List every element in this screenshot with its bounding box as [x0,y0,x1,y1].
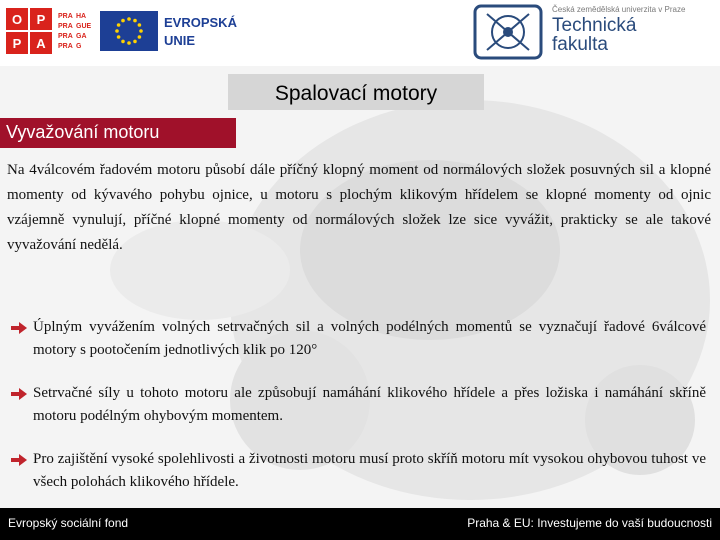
technical-faculty-logo-icon [473,4,543,60]
footer-right-text: Praha & EU: Investujeme do vaší budoucnosti [467,516,712,530]
footer-bar [0,508,720,540]
bullet-text: Úplným vyvážením volných setrvačných sil a volných podélných momentů se vyznačují řadové 6válcové motory s pootočením jednotlivých klik po 120° [33,319,706,358]
eu-logo-text: EVROPSKÁ UNIE [164,15,237,48]
slide-title: Spalovací motory [274,82,438,105]
section-heading-box [0,118,236,148]
section-heading: Vyvažování motoru [6,122,160,142]
bullet-text: Setrvačné síly u tohoto motoru ale způsobují namáhání klikového hřídele a přes ložiska i namáhání skříně motoru podélným ohybovým momentem. [33,385,706,424]
oppa-logo [6,8,96,56]
footer-left-text: Evropský sociální fond [8,516,129,530]
university-name: Česká zemědělská univerzita v Praze [552,5,686,14]
praha-text: PRA PRA PRA PRA [58,13,73,50]
oppa-letter: P [30,8,52,30]
oppa-letter: P [6,32,28,54]
bullet-text: Pro zajištění vysoké spolehlivosti a životnosti motoru musí proto skříň motoru mít vysokou ohybovou tuhost ve všech polohách klikového hřídele. [33,451,706,490]
red-arrow-icon [11,454,27,466]
oppa-letter: A [30,32,52,54]
oppa-letter: O [6,8,28,30]
eu-flag-icon [100,11,158,51]
red-arrow-icon [11,388,27,400]
faculty-name: Technická fakulta [552,15,637,55]
slide-title-box [228,74,484,110]
main-paragraph: Na 4válcovém řadovém motoru působí dále příčný klopný moment od normálových složek posuvných sil a klopné momenty od kývavého pohybu ojnice, u motoru s plochým klikovým hřídelem se klopné momenty od ojnic vzájemně vynulují, příčné klopné momenty od normálových složek lze sice vyvážit, prakticky se ale takové vyvažování nedělá. [7,162,711,253]
header-bar [0,0,720,66]
red-arrow-icon [11,322,27,334]
praha-text: HA GUE GA G [76,13,92,50]
